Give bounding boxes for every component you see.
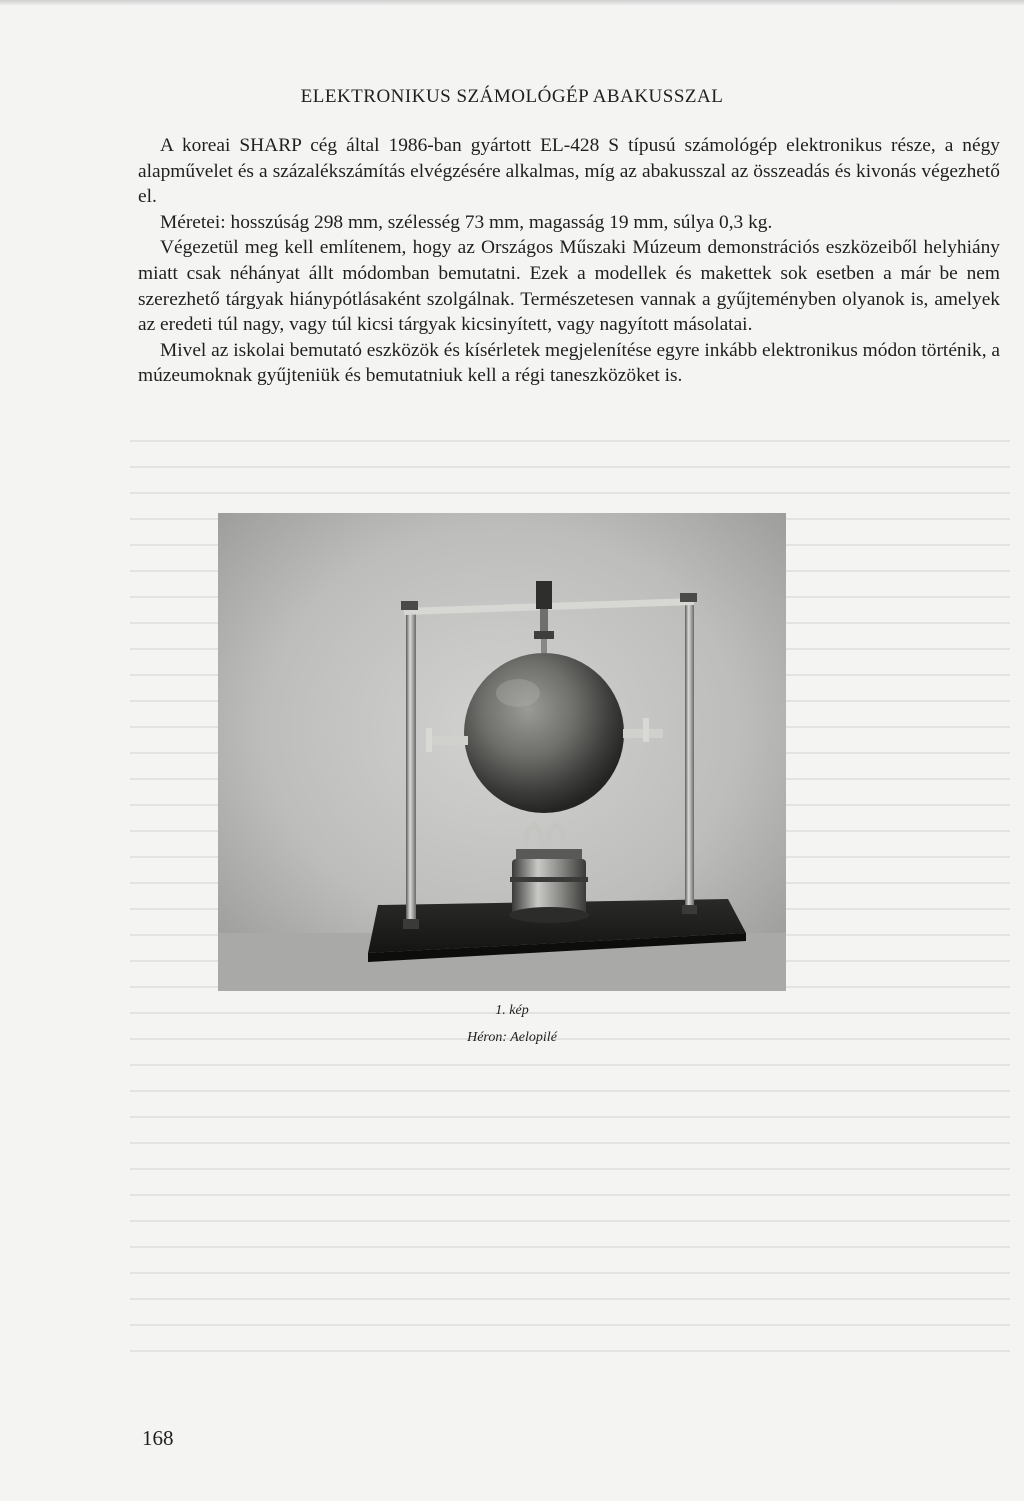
page-number: 168 <box>142 1426 174 1450</box>
paragraph-calculator-description: A koreai SHARP cég által 1986-ban gyártott EL-428 S típusú számológép elektronikus része, a négy alapművelet és a százalékszámítás elvégzésére alkalmas, míg az abakusszal az összeadás és kivonás végezhető el. <box>138 135 1000 208</box>
scan-top-edge <box>0 0 1024 6</box>
paragraph-conclusion: Mivel az iskolai bemutató eszközök és kísérletek megjelenítése egyre inkább elektronikus módon történik, a múzeumoknak gyűjteniük és bemutatniuk kell a régi taneszközöket is. <box>138 339 1001 387</box>
paragraph-dimensions: Méretei: hosszúság 298 mm, szélesség 73 mm, magasság 19 mm, súlya 0,3 kg. <box>160 211 773 233</box>
page-title: ELEKTRONIKUS SZÁMOLÓGÉP ABAKUSSZAL <box>300 86 724 107</box>
aeolipile-photo <box>218 513 786 991</box>
figure-caption: Héron: Aelopilé <box>467 1030 557 1045</box>
body-text <box>138 133 1000 389</box>
boiler <box>509 849 589 923</box>
paragraph-museum-devices: Végezetül meg kell említenem, hogy az Országos Műszaki Múzeum demonstrációs eszközeiből helyhiány miatt csak néhányat állt módomban bemutatni. Ezek a modellek és makettek sok esetben a már be nem szerezhető tárgyak hiánypótlásaként szolgálnak. Természetesen vannak a gyűjteményben olyanok is, amelyek az eredeti túl nagy, vagy túl kicsi tárgyak kicsinyített, vagy nagyított másolatai. <box>138 237 1000 336</box>
figure-number: 1. kép <box>495 1003 529 1018</box>
right-post <box>685 597 694 913</box>
left-post <box>406 605 416 929</box>
aeolipile-sphere <box>464 653 624 813</box>
